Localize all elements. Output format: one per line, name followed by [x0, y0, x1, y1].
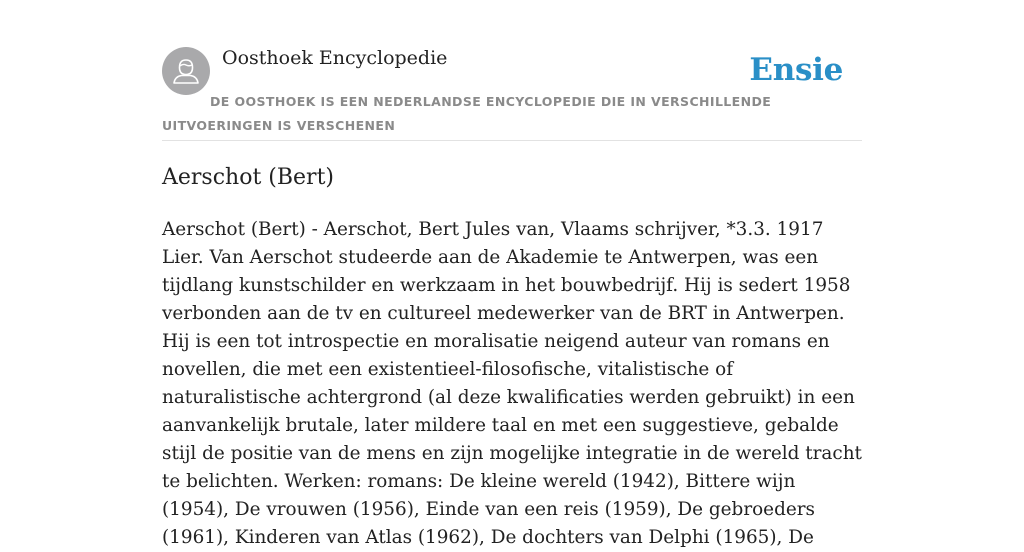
entry-title: Aerschot (Bert): [162, 165, 334, 190]
brand-logo[interactable]: Ensie: [749, 52, 843, 88]
entry-body: Aerschot (Bert) - Aerschot, Bert Jules van, Vlaams schrijver, *3.3. 1917 Lier. Van Aerschot studeerde aan de Akademie te Antwerpen, was een tijdlang kunstschilder en werkzaam in het bouwbedrijf. Hij is sedert 1958 verbonden aan de tv en cultureel medewerker van de BRT in Antwerpen. Hij is een tot introspectie en moralisatie neigend auteur van romans en novellen, die met een existentieel-filosofische, vitalistische of naturalistische achtergrond (al deze kwalificaties werden gebruikt) in een aanvankelijk brutale, later mildere taal en met een suggestieve, gebalde stijl de positie van de mens en zijn mogelijke integratie in de wereld tracht te belichten. Werken: romans: De kleine wereld (1942), Bittere wijn (1954), De vrouwen (1956), Einde van een reis (1959), De gebroeders (1961), Kinderen van Atlas (1962), De dochters van Delphi (1965), De: [162, 219, 862, 548]
source-subtitle: DE OOSTHOEK IS EEN NEDERLANDSE ENCYCLOPEDIE DIE IN VERSCHILLENDE UITVOERINGEN IS VERSCHENEN: [162, 94, 772, 133]
source-avatar[interactable]: [162, 47, 210, 95]
source-title[interactable]: Oosthoek Encyclopedie: [222, 47, 448, 69]
source-header: [162, 46, 862, 141]
user-icon: [162, 47, 210, 95]
